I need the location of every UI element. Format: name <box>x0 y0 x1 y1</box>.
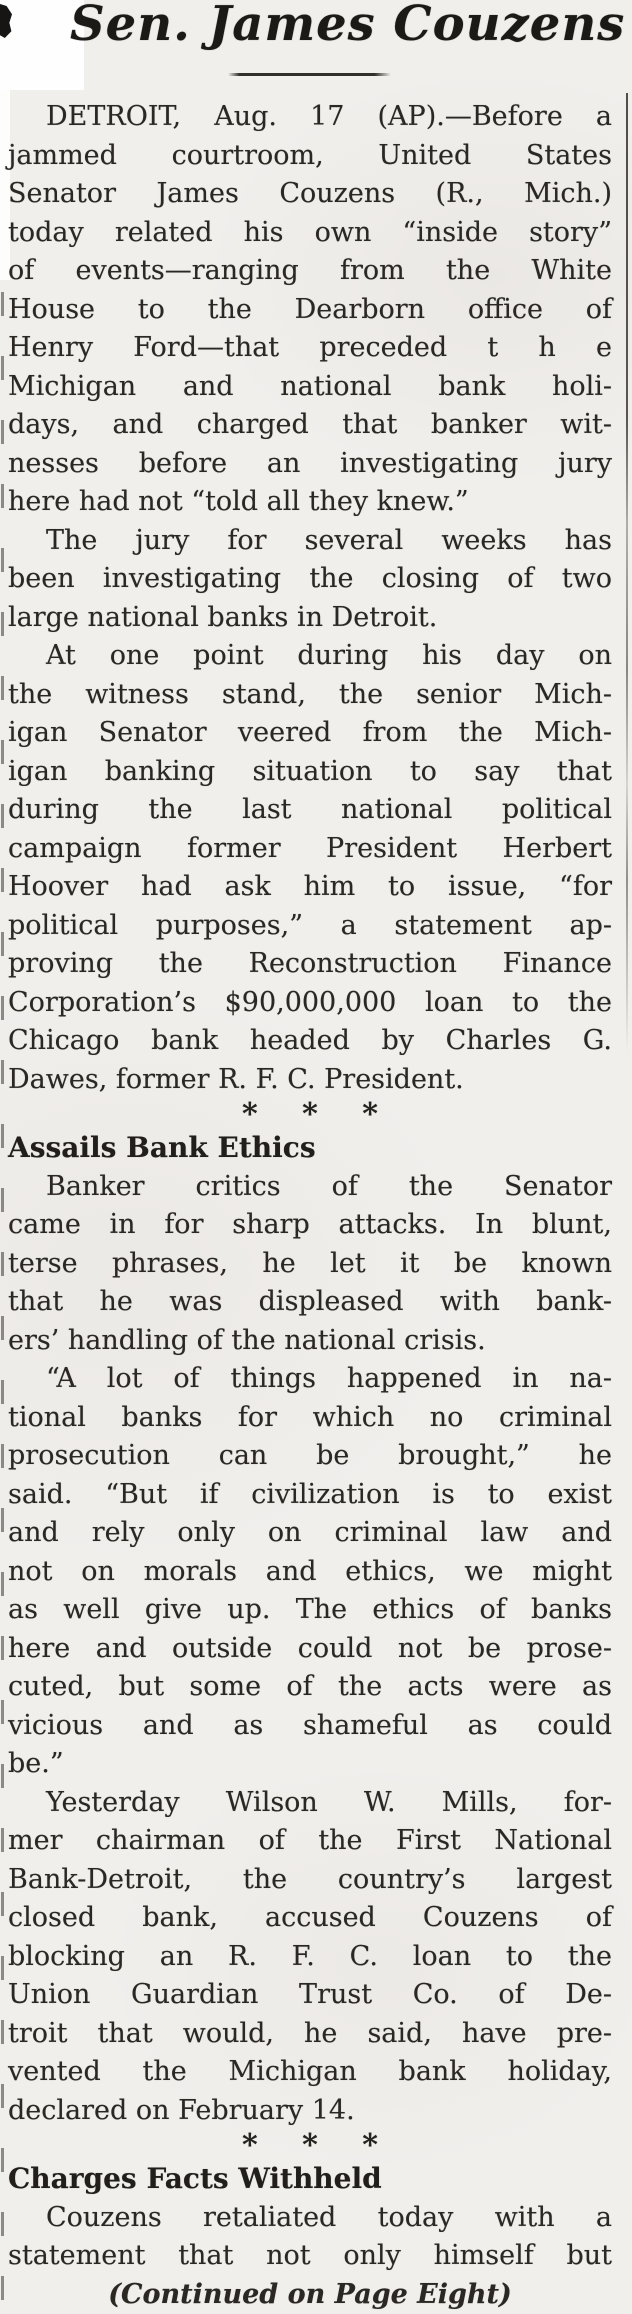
text-line: prosecution can be brought,” he <box>8 1440 612 1471</box>
text-line: today related his own “inside story” <box>8 216 612 248</box>
text-line: Dawes, former R. F. C. President. <box>8 1063 464 1095</box>
text-line: political purposes,” a statement ap- <box>8 909 612 941</box>
text-line: of events—ranging from the White <box>8 255 612 286</box>
text-line: closed bank, accused Couzens of <box>8 1902 612 1933</box>
text-line: here and outside could not be prose- <box>8 1632 612 1664</box>
text-line: proving the Reconstruction Finance <box>8 948 612 979</box>
text-line: statement that not only himself but <box>8 2240 612 2271</box>
continued-notice: (Continued on Page Eight) <box>108 2278 512 2310</box>
text-line: Bank-Detroit, the country’s largest <box>8 1863 612 1895</box>
text-line: Henry Ford—that preceded t h e <box>8 332 612 363</box>
paragraph <box>8 1360 612 1784</box>
article-headline: Sen. James Couzens <box>70 0 626 52</box>
text-line: large national banks in Detroit. <box>8 601 438 633</box>
text-line: vented the Michigan bank holiday, <box>8 2056 612 2087</box>
text-line: here had not “told all they knew.” <box>8 486 469 517</box>
text-line: cuted, but some of the acts were as <box>8 1671 612 1702</box>
section-subhead: Charges Facts Withheld <box>8 2162 382 2195</box>
section-separator-stars: * * * <box>242 1097 378 1132</box>
text-line: mer chairman of the First National <box>8 1825 612 1856</box>
text-line: that he was displeased with bank- <box>8 1286 612 1317</box>
column-rule-left <box>1 292 4 2312</box>
text-line: Yesterday Wilson W. Mills, for- <box>46 1786 612 1818</box>
text-line: Union Guardian Trust Co. of De- <box>8 1979 612 2010</box>
text-line: vicious and as shameful as could <box>8 1709 612 1741</box>
paragraph <box>8 2199 612 2276</box>
text-line: campaign former President Herbert <box>8 832 612 864</box>
text-line: igan Senator veered from the Mich- <box>8 717 612 748</box>
text-line: Banker critics of the Senator <box>46 1170 612 1202</box>
text-line: said. “But if civilization is to exist <box>8 1478 612 1510</box>
text-line: Corporation’s $90,000,000 loan to the <box>8 986 612 1018</box>
text-line: the witness stand, the senior Mich- <box>8 678 612 710</box>
text-line: DETROIT, Aug. 17 (AP).—Before a <box>46 101 612 132</box>
section-separator-stars: * * * <box>242 2128 378 2163</box>
text-line: Michigan and national bank holi- <box>8 370 612 402</box>
text-line: The jury for several weeks has <box>46 524 612 556</box>
text-line: Chicago bank headed by Charles G. <box>8 1025 612 1056</box>
paragraph <box>8 637 612 1099</box>
text-line: “A lot of things happened in na- <box>46 1363 612 1394</box>
text-line: Couzens retaliated today with a <box>46 2201 612 2233</box>
column-rule-right <box>626 93 628 1053</box>
text-line: nesses before an investigating jury <box>8 447 612 479</box>
text-line: be.” <box>8 1748 64 1779</box>
text-line: Senator James Couzens (R., Mich.) <box>8 178 612 209</box>
paragraph <box>8 522 612 638</box>
paragraph <box>8 1168 612 1361</box>
text-line: jammed courtroom, United States <box>8 139 612 171</box>
headline-divider <box>228 73 391 76</box>
text-line: days, and charged that banker wit- <box>8 409 612 440</box>
text-line: ers’ handling of the national crisis. <box>8 1324 486 1356</box>
text-line: declared on February 14. <box>8 2094 355 2126</box>
text-line: Hoover had ask him to issue, “for <box>8 871 612 902</box>
text-line: tional banks for which no criminal <box>8 1401 612 1433</box>
text-line: House to the Dearborn office of <box>8 293 612 325</box>
text-line: been investigating the closing of two <box>8 563 612 594</box>
text-line: blocking an R. F. C. loan to the <box>8 1940 612 1972</box>
text-line: terse phrases, he let it be known <box>8 1247 612 1279</box>
text-line: not on morals and ethics, we might <box>8 1555 612 1587</box>
text-line: during the last national political <box>8 794 612 825</box>
text-line: and rely only on criminal law and <box>8 1517 612 1548</box>
text-line: came in for sharp attacks. In blunt, <box>8 1209 612 1240</box>
text-line: At one point during his day on <box>46 640 612 671</box>
article-body <box>8 98 612 2314</box>
section-subhead: Assails Bank Ethics <box>8 1131 316 1164</box>
text-line: as well give up. The ethics of banks <box>8 1594 612 1625</box>
text-line: igan banking situation to say that <box>8 755 612 787</box>
text-line: troit that would, he said, have pre- <box>8 2017 612 2049</box>
paragraph <box>8 98 612 522</box>
paragraph <box>8 1784 612 2131</box>
